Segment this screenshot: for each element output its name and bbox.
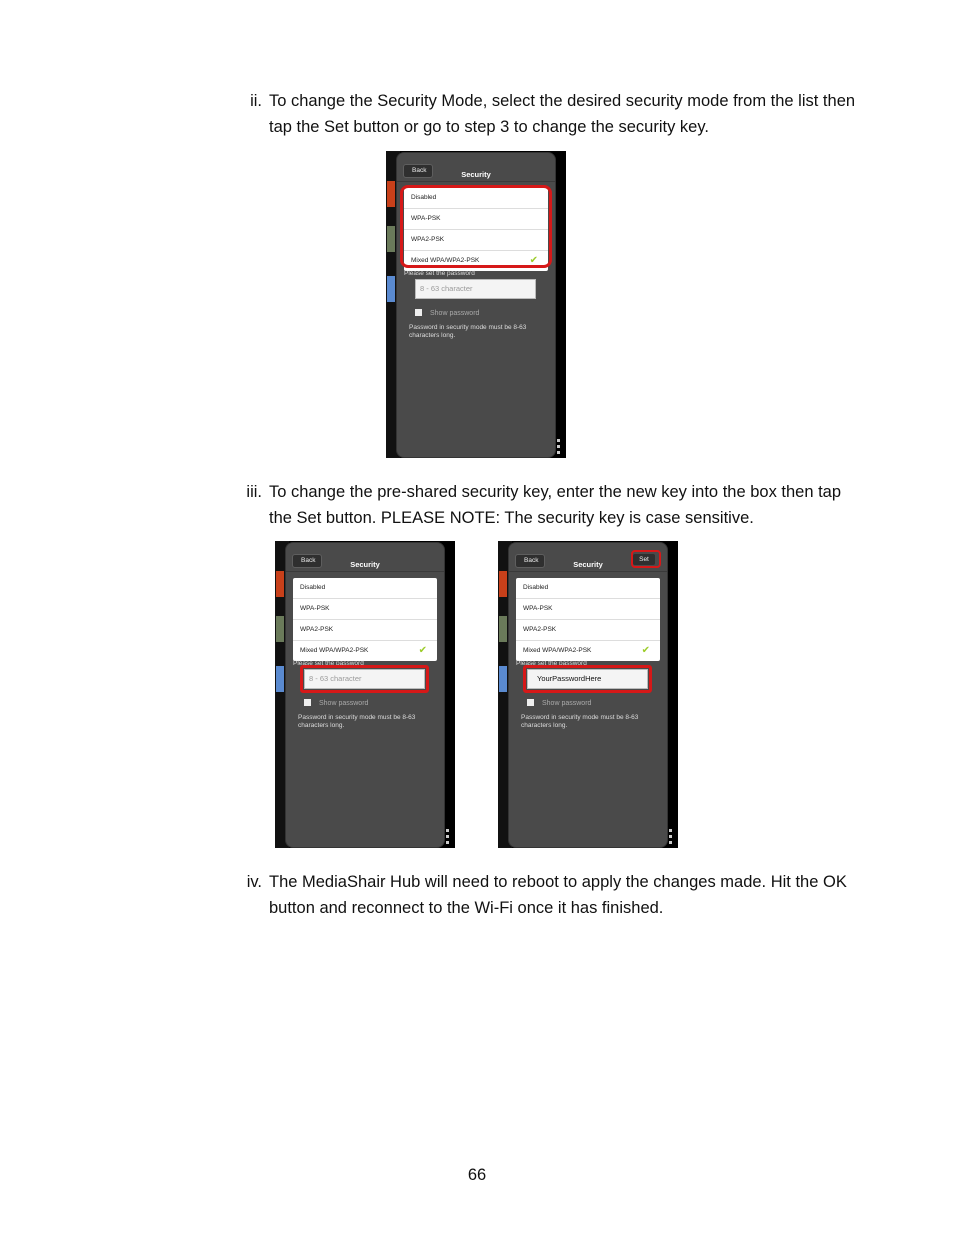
password-input-highlight xyxy=(300,665,429,693)
screenshot-mode-select xyxy=(386,151,566,458)
password-label: Please set the password xyxy=(404,270,475,277)
overflow-menu-icon[interactable] xyxy=(669,826,672,844)
screenshot-password-filled xyxy=(498,541,678,848)
password-label: Please set the password xyxy=(293,660,364,667)
mode-wpa-psk[interactable]: WPA-PSK xyxy=(404,209,548,230)
check-icon: ✔ xyxy=(641,645,650,656)
step-number: ii. xyxy=(250,92,262,110)
overflow-menu-icon[interactable] xyxy=(446,826,449,844)
security-dialog xyxy=(286,543,444,847)
mode-disabled[interactable]: Disabled xyxy=(293,578,437,599)
step-text: To change the pre-shared security key, enter the new key into the box then tap the Set button. PLEASE NOTE: The security key is case sensitive. xyxy=(269,483,842,527)
overflow-menu-icon[interactable] xyxy=(557,436,560,454)
step-text: The MediaShair Hub will need to reboot to apply the changes made. Hit the OK button and reconnect to the Wi-Fi once it has finished. xyxy=(269,873,847,917)
password-note: Password in security mode must be 8-63 characters long. xyxy=(298,714,416,729)
mode-wpa2-psk[interactable]: WPA2-PSK xyxy=(293,620,437,641)
dialog-title: Security xyxy=(350,560,380,569)
security-dialog xyxy=(509,543,667,847)
mode-wpa-psk[interactable]: WPA-PSK xyxy=(516,599,660,620)
screenshot-password-empty xyxy=(275,541,455,848)
password-input-highlight xyxy=(523,665,652,693)
password-input[interactable]: 8 - 63 character xyxy=(304,669,425,689)
mode-disabled[interactable]: Disabled xyxy=(516,578,660,599)
checkbox-icon xyxy=(527,699,534,706)
dialog-header xyxy=(286,543,444,572)
back-button[interactable]: Back xyxy=(403,164,433,178)
step-ii xyxy=(228,88,868,140)
show-password-checkbox[interactable]: Show password xyxy=(415,309,479,317)
step-iii xyxy=(228,479,868,531)
show-password-checkbox[interactable]: Show password xyxy=(304,699,368,707)
security-mode-list xyxy=(516,578,660,661)
step-number: iii. xyxy=(246,483,262,501)
mode-list-highlight xyxy=(400,185,552,268)
mode-wpa2-psk[interactable]: WPA2-PSK xyxy=(404,230,548,251)
password-note: Password in security mode must be 8-63 characters long. xyxy=(521,714,639,729)
dialog-title: Security xyxy=(573,560,603,569)
mode-mixed-wpa-wpa2-psk[interactable]: Mixed WPA/WPA2-PSK ✔ xyxy=(516,641,660,661)
password-input[interactable]: 8 - 63 character xyxy=(415,279,536,299)
security-dialog xyxy=(397,153,555,457)
check-icon: ✔ xyxy=(529,255,538,266)
security-mode-list xyxy=(293,578,437,661)
dialog-header xyxy=(509,543,667,572)
show-password-checkbox[interactable]: Show password xyxy=(527,699,591,707)
dialog-header xyxy=(397,153,555,182)
password-input[interactable]: YourPasswordHere xyxy=(527,669,648,689)
dialog-title: Security xyxy=(461,170,491,179)
back-button[interactable]: Back xyxy=(292,554,322,568)
mode-disabled[interactable]: Disabled xyxy=(404,188,548,209)
back-button[interactable]: Back xyxy=(515,554,545,568)
mode-wpa-psk[interactable]: WPA-PSK xyxy=(293,599,437,620)
step-number: iv. xyxy=(246,873,262,891)
checkbox-icon xyxy=(304,699,311,706)
set-button[interactable]: Set xyxy=(633,554,655,565)
step-iv xyxy=(228,869,868,921)
mode-mixed-wpa-wpa2-psk[interactable]: Mixed WPA/WPA2-PSK ✔ xyxy=(293,641,437,661)
password-label: Please set the password xyxy=(516,660,587,667)
password-note: Password in security mode must be 8-63 characters long. xyxy=(409,324,527,339)
mode-wpa2-psk[interactable]: WPA2-PSK xyxy=(516,620,660,641)
page-number: 66 xyxy=(467,1166,487,1184)
step-text: To change the Security Mode, select the desired security mode from the list then tap the Set button or go to step 3 to change the security key. xyxy=(269,92,856,136)
mode-mixed-wpa-wpa2-psk[interactable]: Mixed WPA/WPA2-PSK ✔ xyxy=(404,251,548,271)
set-button-highlight xyxy=(631,550,661,568)
checkbox-icon xyxy=(415,309,422,316)
check-icon: ✔ xyxy=(418,645,427,656)
